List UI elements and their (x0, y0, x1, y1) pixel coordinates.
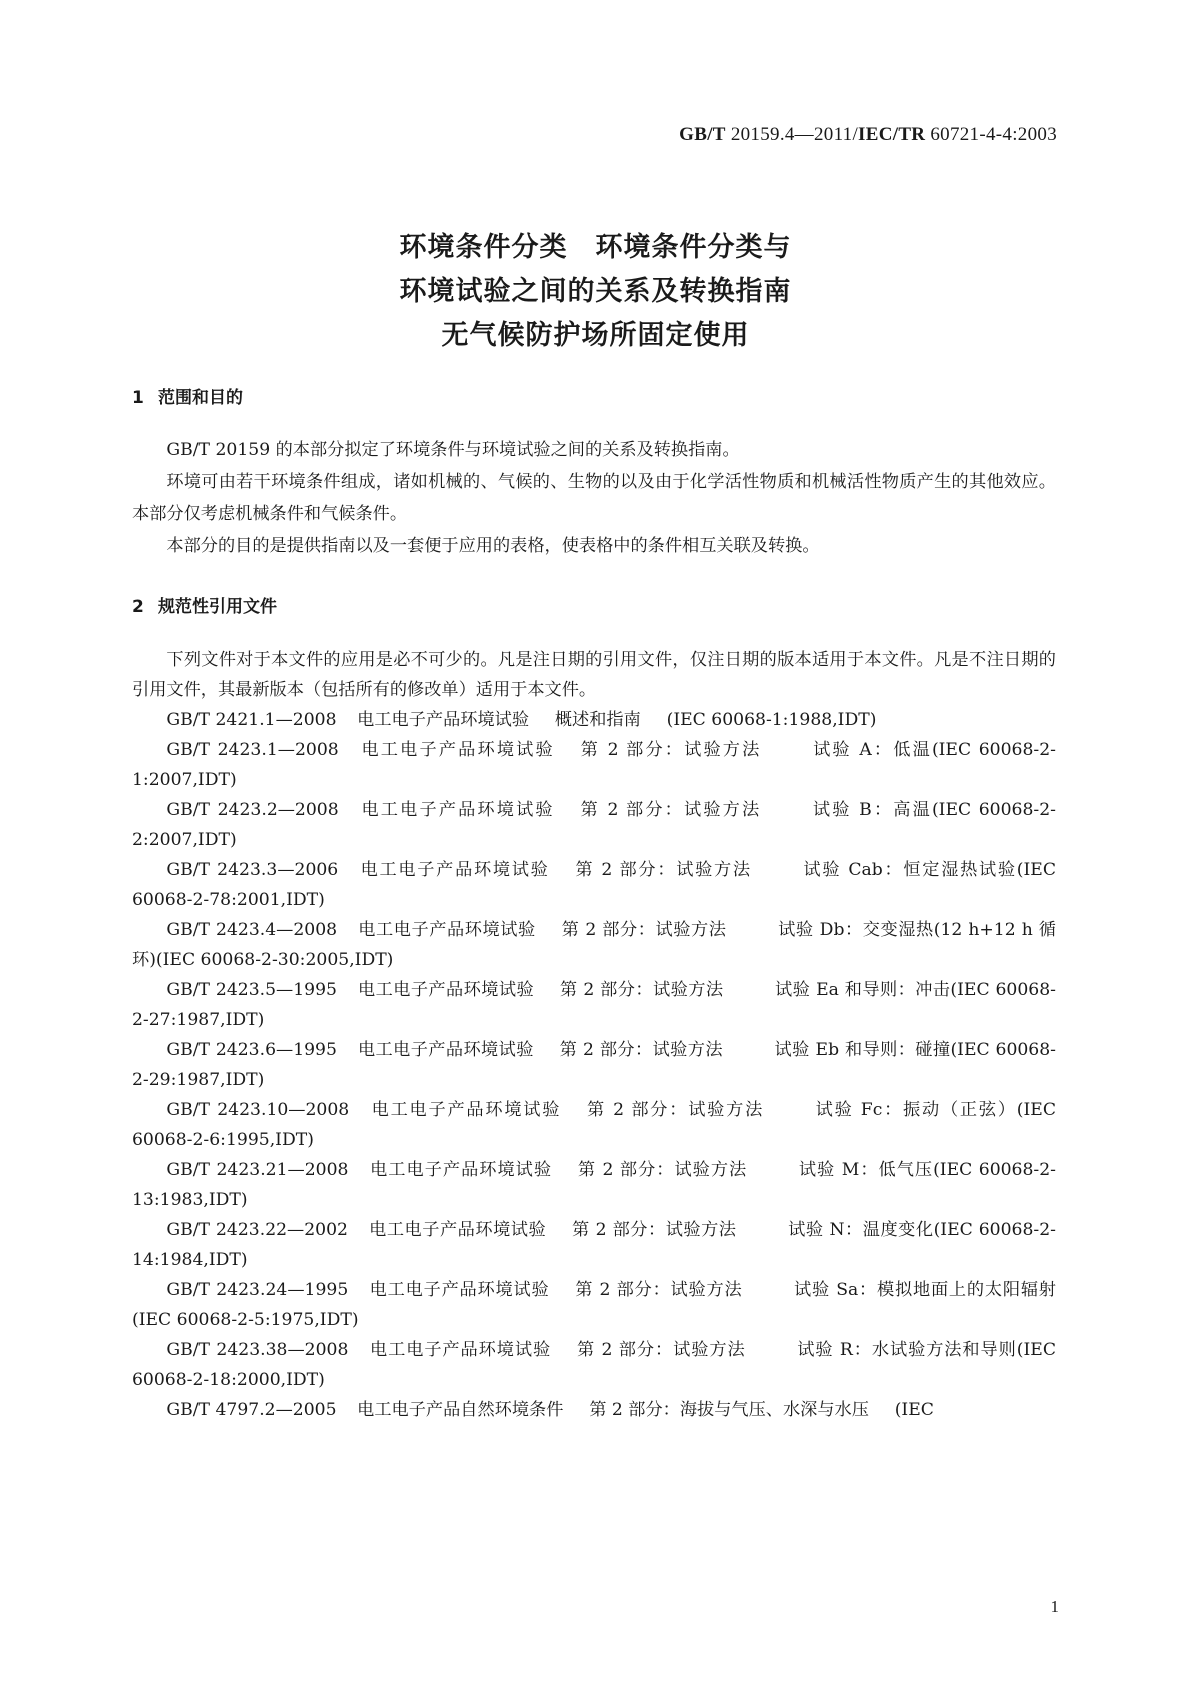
document-title (0, 226, 1191, 358)
standard-code: GB/T 20159.4—2011/IEC/TR 60721-4-4:2003 (679, 124, 1057, 145)
section-1-body (132, 434, 1056, 562)
reference-title: 电工电子产品环境试验 (369, 1100, 562, 1120)
reference-title: 电工电子产品环境试验 (357, 920, 536, 940)
paragraph: 环境可由若干环境条件组成，诸如机械的、气候的、生物的以及由于化学活性物质和机械活性物质产生的其他效应。本部分仅考虑机械条件和气候条件。 (132, 472, 1056, 524)
reference-method: 试验 Sa：模拟地面上的太阳辐射 (794, 1280, 1056, 1300)
reference-code: GB/T 2423.24—1995 (166, 1280, 349, 1300)
title-line-3: 无气候防护场所固定使用 (441, 320, 750, 351)
reference-method: 试验 Eb 和导则：碰撞 (774, 1040, 951, 1060)
reference-tail: (IEC 60068-2-14:1984,IDT) (132, 1220, 1056, 1270)
reference-method: 试验 Ea 和导则：冲击 (775, 980, 951, 1000)
reference-method: 试验 R：水试验方法和导则 (797, 1340, 1017, 1360)
reference-title: 电工电子产品环境试验 (368, 1280, 550, 1300)
reference-tail: (IEC 60068-2-29:1987,IDT) (132, 1040, 1056, 1090)
page-number: 1 (1050, 1597, 1059, 1616)
reference-part: 第 2 部分：试验方法 (575, 860, 752, 880)
reference-code: GB/T 2423.1—2008 (166, 740, 339, 760)
reference-tail: (IEC (894, 1400, 934, 1420)
reference-part: 第 2 部分：试验方法 (587, 1100, 765, 1120)
reference-code: GB/T 4797.2—2005 (166, 1400, 337, 1420)
reference-item (132, 1275, 1056, 1335)
reference-item (132, 855, 1056, 915)
title-line-2: 环境试验之间的关系及转换指南 (399, 276, 792, 307)
reference-method: 试验 N：温度变化 (788, 1220, 934, 1240)
reference-item (132, 975, 1056, 1035)
reference-part: 第 2 部分：试验方法 (559, 980, 724, 1000)
reference-code: GB/T 2423.38—2008 (166, 1340, 349, 1360)
reference-method: 试验 B：高温 (812, 800, 932, 820)
reference-item (132, 705, 1056, 735)
reference-part: 第 2 部分：试验方法 (576, 1340, 746, 1360)
reference-part: 第 2 部分：试验方法 (575, 1280, 743, 1300)
reference-tail: (IEC 60068-2-27:1987,IDT) (132, 980, 1056, 1030)
reference-list (132, 705, 1056, 1425)
reference-item (132, 1035, 1056, 1095)
reference-title: 电工电子产品环境试验 (369, 1160, 553, 1180)
reference-tail: (IEC 60068-2-18:2000,IDT) (132, 1340, 1056, 1390)
reference-method: 试验 M：低气压 (798, 1160, 934, 1180)
reference-tail: (IEC 60068-2-2:2007,IDT) (132, 800, 1056, 850)
reference-tail: (IEC 60068-2-13:1983,IDT) (132, 1160, 1056, 1210)
reference-code: GB/T 2423.10—2008 (166, 1100, 350, 1120)
reference-code: GB/T 2423.5—1995 (166, 980, 337, 1000)
reference-title: 电工电子产品环境试验 (357, 710, 530, 730)
reference-part: 第 2 部分：海拔与气压、水深与水压 (589, 1400, 869, 1420)
section-1-heading (132, 383, 243, 408)
reference-title: 电工电子产品环境试验 (369, 1340, 552, 1360)
section-2-title: 规范性引用文件 (158, 597, 277, 617)
reference-code: GB/T 2421.1—2008 (166, 710, 337, 730)
reference-title: 电工电子产品环境试验 (358, 860, 550, 880)
reference-item (132, 1335, 1056, 1395)
reference-code: GB/T 2423.21—2008 (166, 1160, 349, 1180)
reference-item (132, 1215, 1056, 1275)
reference-item (132, 735, 1056, 795)
reference-part: 第 2 部分：试验方法 (559, 1040, 723, 1060)
reference-item (132, 1155, 1056, 1215)
reference-tail: (IEC 60068-2-5:1975,IDT) (132, 1310, 359, 1330)
reference-part: 第 2 部分：试验方法 (577, 1160, 748, 1180)
reference-method: 试验 Db：交变湿热(12 h+12 h 循环) (132, 920, 1056, 970)
reference-method: 试验 Cab：恒定湿热试验 (803, 860, 1017, 880)
reference-item (132, 915, 1056, 975)
reference-code: GB/T 2423.2—2008 (166, 800, 339, 820)
reference-tail: (IEC 60068-2-30:2005,IDT) (155, 950, 394, 970)
reference-tail: (IEC 60068-2-1:2007,IDT) (132, 740, 1056, 790)
reference-code: GB/T 2423.3—2006 (166, 860, 339, 880)
reference-part: 第 2 部分：试验方法 (571, 1220, 737, 1240)
reference-title: 电工电子产品环境试验 (359, 740, 555, 760)
reference-title: 电工电子产品环境试验 (357, 1040, 534, 1060)
section-2-number: 2 (132, 597, 144, 617)
reference-part: 第 2 部分：试验方法 (580, 800, 762, 820)
paragraph: 下列文件对于本文件的应用是必不可少的。凡是注日期的引用文件，仅注日期的版本适用于本文件。凡是不注日期的引用文件，其最新版本（包括所有的修改单）适用于本文件。 (132, 650, 1056, 700)
reference-tail: (IEC 60068-2-6:1995,IDT) (132, 1100, 1056, 1150)
reference-title: 电工电子产品环境试验 (368, 1220, 547, 1240)
reference-code: GB/T 2423.22—2002 (166, 1220, 348, 1240)
section-1-title: 范围和目的 (158, 388, 243, 408)
section-1-number: 1 (132, 388, 144, 408)
title-line-1: 环境条件分类 环境条件分类与 (399, 232, 792, 263)
section-2-body (132, 645, 1056, 1425)
paragraph: GB/T 20159 的本部分拟定了环境条件与环境试验之间的关系及转换指南。 (166, 440, 740, 460)
reference-part: 第 2 部分：试验方法 (561, 920, 727, 940)
reference-tail: (IEC 60068-1:1988,IDT) (666, 710, 877, 730)
reference-tail: (IEC 60068-2-78:2001,IDT) (132, 860, 1056, 910)
reference-item (132, 795, 1056, 855)
reference-part: 概述和指南 (554, 710, 641, 730)
section-2-heading (132, 592, 277, 617)
reference-code: GB/T 2423.4—2008 (166, 920, 338, 940)
reference-method: 试验 Fc：振动（正弦） (815, 1100, 1017, 1120)
paragraph: 本部分的目的是提供指南以及一套便于应用的表格，使表格中的条件相互关联及转换。 (166, 536, 820, 556)
reference-item (132, 1095, 1056, 1155)
reference-title: 电工电子产品自然环境条件 (357, 1400, 564, 1420)
reference-method: 试验 A：低温 (813, 740, 932, 760)
reference-code: GB/T 2423.6—1995 (166, 1040, 337, 1060)
reference-part: 第 2 部分：试验方法 (580, 740, 762, 760)
reference-title: 电工电子产品环境试验 (357, 980, 535, 1000)
reference-item (132, 1395, 1056, 1425)
reference-title: 电工电子产品环境试验 (359, 800, 555, 820)
